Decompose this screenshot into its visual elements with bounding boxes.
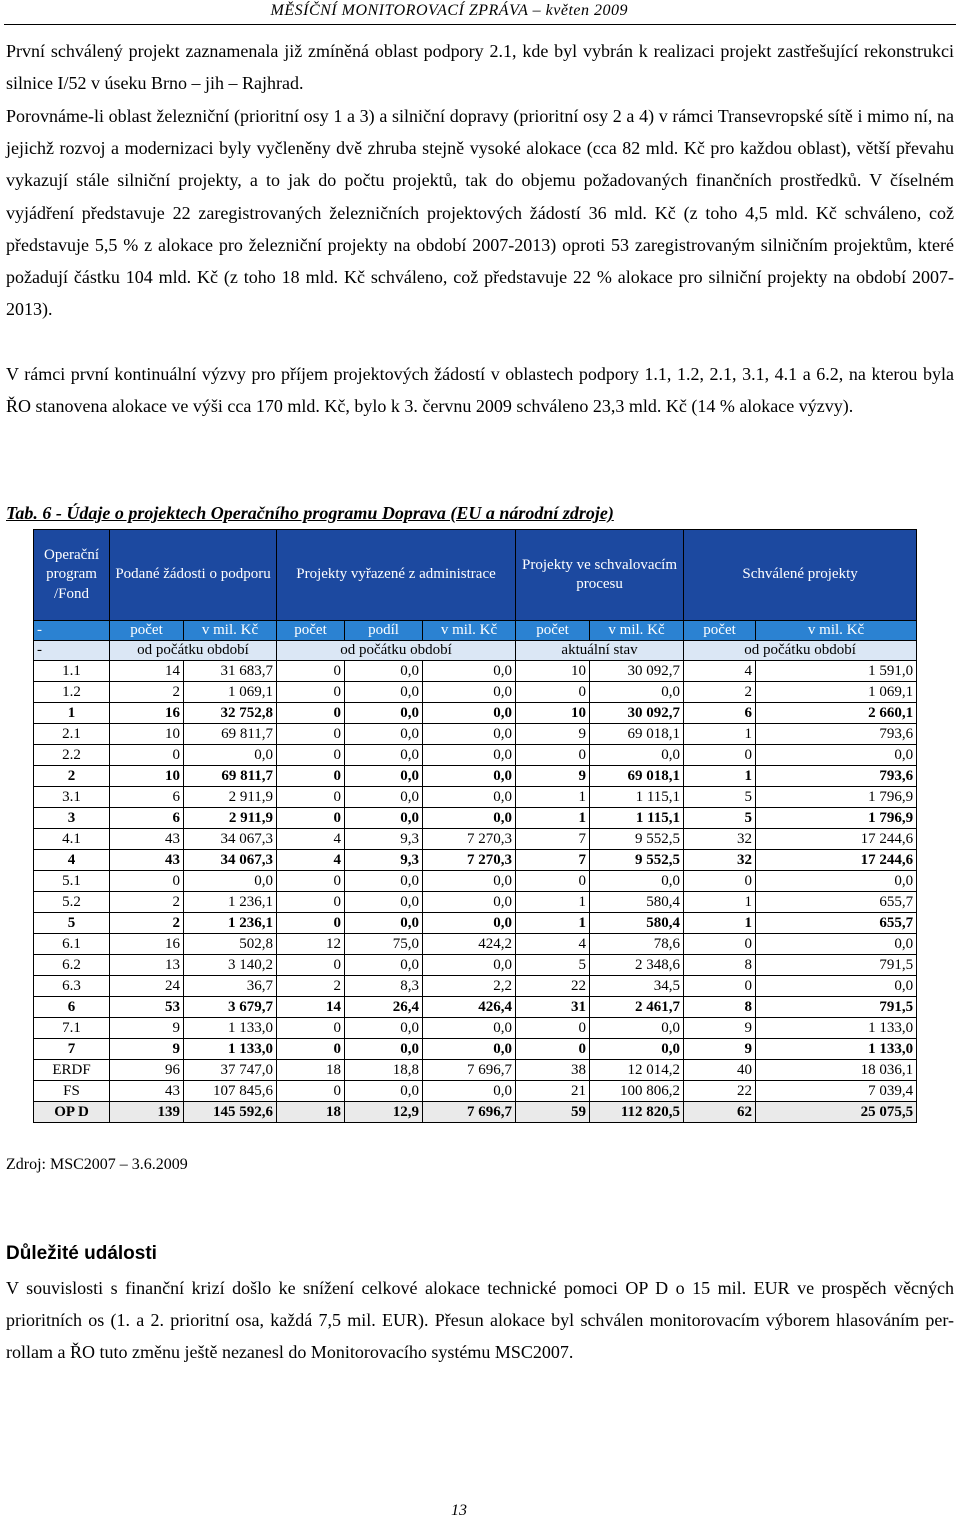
table-cell: 793,6 (756, 766, 917, 787)
table-cell: 0,0 (423, 766, 516, 787)
table-cell: 8,3 (345, 976, 423, 997)
table-cell: 0,0 (345, 1081, 423, 1102)
paragraph-rail-road-comparison: Porovnáme-li oblast železniční (prioritní osy 1 a 3) a silniční dopravy (prioritní osy 2 a 4) v rámci Transevropské sítě i mimo ní, na jejichž rozvoj a modernizaci byly vyčleněny dvě zhruba stejně vysoké alokace (cca 82 mld. Kč pro každou oblast), větší převahu vykazují stále silniční projekty, a to jak do počtu projektů, tak do objemu požadovaných finančních prostředků. V číselném vyjádření představuje 22 zaregistrovaných železničních projektových žádostí 36 mld. Kč (z toho 4,5 mld. Kč schváleno, což představuje 5,5 % z alokace pro železniční projekty na období 2007-2013) oproti 53 zaregistrovaným silničním projektům, které požadují částku 104 mld. Kč (z toho 18 mld. Kč schváleno, což představuje 22 % alokace pro silniční projekty na období 2007-2013). (6, 106, 954, 320)
table-cell: 7 (516, 850, 590, 871)
section-title: Důležité události (6, 1243, 157, 1264)
table-cell: 0 (516, 871, 590, 892)
table-cell: 0,0 (345, 808, 423, 829)
unit-cell: v mil. Kč (756, 621, 917, 641)
table-cell: 9 (110, 1039, 184, 1060)
table-cell: 43 (110, 1081, 184, 1102)
table-cell: 43 (110, 850, 184, 871)
row-label-cell: 5.2 (34, 892, 110, 913)
table-cell: 1 (684, 766, 756, 787)
table-cell: 791,5 (756, 997, 917, 1018)
table-cell: 7 039,4 (756, 1081, 917, 1102)
table-cell: 2 (277, 976, 345, 997)
header-excluded-projects: Projekty vyřazené z administrace (277, 530, 516, 621)
header-approving-projects: Projekty ve schvalovacím procesu (516, 530, 684, 621)
table-cell: 2 911,9 (184, 787, 277, 808)
table-cell: 0 (277, 892, 345, 913)
table-cell: 69 018,1 (590, 766, 684, 787)
table-cell: 1 591,0 (756, 661, 917, 682)
table-cell: 7 696,7 (423, 1102, 516, 1123)
table-cell: 0 (516, 745, 590, 766)
table-cell: 10 (110, 724, 184, 745)
table-cell: 9 (684, 1018, 756, 1039)
table-cell: 0,0 (423, 682, 516, 703)
table-cell: 0,0 (590, 1018, 684, 1039)
table-cell: 59 (516, 1102, 590, 1123)
table-row (34, 808, 917, 829)
table-source: Zdroj: MSC2007 – 3.6.2009 (6, 1156, 188, 1173)
table-cell: 4 (277, 829, 345, 850)
table-cell: 0,0 (423, 808, 516, 829)
row-label-cell: 2 (34, 766, 110, 787)
table-cell: 9 552,5 (590, 850, 684, 871)
period-cell: od počátku období (277, 641, 516, 661)
table-row (34, 976, 917, 997)
table-cell: 0,0 (590, 871, 684, 892)
table-cell: 0,0 (423, 787, 516, 808)
table-cell: 18 036,1 (756, 1060, 917, 1081)
table-cell: 791,5 (756, 955, 917, 976)
table-cell: 30 092,7 (590, 661, 684, 682)
table-cell: 1 069,1 (756, 682, 917, 703)
table-cell: 0 (277, 955, 345, 976)
table-cell: 1 069,1 (184, 682, 277, 703)
table-cell: 1 236,1 (184, 913, 277, 934)
table-cell: 17 244,6 (756, 850, 917, 871)
table-cell: 1 (516, 808, 590, 829)
table-cell: 502,8 (184, 934, 277, 955)
period-cell: od počátku období (110, 641, 277, 661)
row-label-cell: OP D (34, 1102, 110, 1123)
table-cell: 7 (516, 829, 590, 850)
table-cell: 9 (110, 1018, 184, 1039)
table-cell: 31 (516, 997, 590, 1018)
table-cell: 0 (516, 1039, 590, 1060)
table-cell: 21 (516, 1081, 590, 1102)
table-cell: 0,0 (345, 1039, 423, 1060)
table-row (34, 871, 917, 892)
table-cell: 0 (277, 808, 345, 829)
table-cell: 69 811,7 (184, 766, 277, 787)
units-subheader-row (34, 621, 917, 641)
row-label-cell: 3.1 (34, 787, 110, 808)
unit-cell: v mil. Kč (423, 621, 516, 641)
table-cell: 0,0 (423, 703, 516, 724)
table-cell: 1 (684, 892, 756, 913)
section-paragraph: V souvislosti s finanční krizí došlo ke snížení celkové alokace technické pomoci OP D o 15 mil. EUR ve prospěch věcných prioritních os (1. a 2. prioritní osa, každá 7,5 mil. EUR). Přesun alokace byl schválen monitorovacím výborem hlasováním per-rollam a ŘO tuto změnu ještě nezanesl do Monitorovacího systému MSC2007. (6, 1278, 954, 1363)
table-cell: 0 (277, 724, 345, 745)
unit-cell: počet (110, 621, 184, 641)
table-cell: 0,0 (423, 745, 516, 766)
table-cell: 32 (684, 850, 756, 871)
table-cell: 36,7 (184, 976, 277, 997)
table-cell: 0,0 (345, 682, 423, 703)
op-doprava-projects-table (33, 529, 917, 1123)
table-cell: 1 133,0 (184, 1018, 277, 1039)
table-cell: 1 (516, 892, 590, 913)
table-cell: 0,0 (756, 871, 917, 892)
table-row (34, 745, 917, 766)
table-row (34, 661, 917, 682)
table-cell: 0,0 (423, 1081, 516, 1102)
table-cell: 1 115,1 (590, 808, 684, 829)
table-cell: 2 660,1 (756, 703, 917, 724)
row-label-cell: 6.1 (34, 934, 110, 955)
table-cell: 0,0 (756, 745, 917, 766)
table-cell: 0,0 (345, 871, 423, 892)
table-cell: 0,0 (345, 955, 423, 976)
table-cell: 112 820,5 (590, 1102, 684, 1123)
table-cell: 1 115,1 (590, 787, 684, 808)
table-cell: 69 018,1 (590, 724, 684, 745)
table-cell: 1 (684, 913, 756, 934)
table-cell: 139 (110, 1102, 184, 1123)
table-row (34, 766, 917, 787)
table-cell: 0,0 (756, 934, 917, 955)
table-cell: 17 244,6 (756, 829, 917, 850)
table-row (34, 703, 917, 724)
table-cell: 8 (684, 997, 756, 1018)
table-cell: 2 (684, 682, 756, 703)
row-label-cell: 6.2 (34, 955, 110, 976)
table-cell: 107 845,6 (184, 1081, 277, 1102)
table-cell: 12,9 (345, 1102, 423, 1123)
row-label-cell: FS (34, 1081, 110, 1102)
table-cell: 8 (684, 955, 756, 976)
table-cell: 0,0 (423, 892, 516, 913)
table-cell: 0,0 (423, 871, 516, 892)
table-cell: 25 075,5 (756, 1102, 917, 1123)
table-cell: 0,0 (423, 955, 516, 976)
row-label-cell: 2.2 (34, 745, 110, 766)
table-row (34, 955, 917, 976)
table-cell: 9 (516, 724, 590, 745)
table-cell: 0 (277, 787, 345, 808)
row-label-cell: 5.1 (34, 871, 110, 892)
table-cell: 26,4 (345, 997, 423, 1018)
table-cell: 424,2 (423, 934, 516, 955)
table-cell: 1 133,0 (184, 1039, 277, 1060)
table-cell: 34 067,3 (184, 829, 277, 850)
table-cell: 0,0 (345, 724, 423, 745)
table-cell: 12 014,2 (590, 1060, 684, 1081)
table-cell: 43 (110, 829, 184, 850)
table-cell: 9 552,5 (590, 829, 684, 850)
table-row (34, 850, 917, 871)
period-cell: - (34, 641, 110, 661)
table-cell: 18 (277, 1060, 345, 1081)
table-cell: 0 (277, 1018, 345, 1039)
table-row (34, 934, 917, 955)
table-cell: 0,0 (423, 724, 516, 745)
table-cell: 655,7 (756, 892, 917, 913)
table-row (34, 997, 917, 1018)
table-cell: 0 (277, 745, 345, 766)
table-cell: 10 (516, 661, 590, 682)
table-cell: 2 911,9 (184, 808, 277, 829)
table-cell: 0,0 (590, 1039, 684, 1060)
table-cell: 30 092,7 (590, 703, 684, 724)
table-cell: 34 067,3 (184, 850, 277, 871)
table-cell: 0,0 (184, 745, 277, 766)
unit-cell: počet (684, 621, 756, 641)
table-row (34, 1081, 917, 1102)
table-cell: 0,0 (756, 976, 917, 997)
table-cell: 22 (516, 976, 590, 997)
table-cell: 9 (684, 1039, 756, 1060)
table-cell: 0,0 (184, 871, 277, 892)
table-cell: 0,0 (345, 913, 423, 934)
unit-cell: počet (516, 621, 590, 641)
period-cell: aktuální stav (516, 641, 684, 661)
unit-cell: - (34, 621, 110, 641)
table-cell: 2 (110, 682, 184, 703)
table-cell: 0 (684, 934, 756, 955)
table-cell: 0 (277, 913, 345, 934)
table-cell: 18,8 (345, 1060, 423, 1081)
table-cell: 96 (110, 1060, 184, 1081)
table-cell: 16 (110, 703, 184, 724)
table-cell: 75,0 (345, 934, 423, 955)
table-cell: 2,2 (423, 976, 516, 997)
table-cell: 9,3 (345, 850, 423, 871)
row-label-cell: 2.1 (34, 724, 110, 745)
table-cell: 100 806,2 (590, 1081, 684, 1102)
table-cell: 0 (110, 871, 184, 892)
table-cell: 0 (277, 703, 345, 724)
table-cell: 1 (684, 724, 756, 745)
table-cell: 24 (110, 976, 184, 997)
table-cell: 1 796,9 (756, 808, 917, 829)
table-cell: 0 (110, 745, 184, 766)
table-cell: 0,0 (345, 1018, 423, 1039)
table-cell: 3 140,2 (184, 955, 277, 976)
table-cell: 53 (110, 997, 184, 1018)
table-cell: 0 (277, 1039, 345, 1060)
table-row (34, 787, 917, 808)
table-cell: 0,0 (345, 703, 423, 724)
paragraph-first-project: První schválený projekt zaznamenala již zmíněná oblast podpory 2.1, kde byl vybrán k realizaci projekt zastřešující rekonstrukci silnice I/52 v úseku Brno – jih – Rajhrad. (6, 41, 954, 94)
table-cell: 426,4 (423, 997, 516, 1018)
table-cell: 0 (516, 1018, 590, 1039)
table-cell: 0 (277, 682, 345, 703)
unit-cell: v mil. Kč (590, 621, 684, 641)
table-cell: 78,6 (590, 934, 684, 955)
row-label-cell: 7 (34, 1039, 110, 1060)
table-cell: 0,0 (345, 892, 423, 913)
table-cell: 7 270,3 (423, 850, 516, 871)
table-cell: 5 (684, 808, 756, 829)
table-cell: 6 (110, 808, 184, 829)
row-label-cell: 4.1 (34, 829, 110, 850)
table-cell: 31 683,7 (184, 661, 277, 682)
row-label-cell: 1 (34, 703, 110, 724)
table-cell: 1 133,0 (756, 1039, 917, 1060)
table-cell: 13 (110, 955, 184, 976)
period-subheader-row (34, 641, 917, 661)
table-cell: 793,6 (756, 724, 917, 745)
table-cell: 0,0 (423, 661, 516, 682)
row-label-cell: 4 (34, 850, 110, 871)
table-cell: 12 (277, 934, 345, 955)
row-label-cell: 5 (34, 913, 110, 934)
table-cell: 0 (277, 766, 345, 787)
row-label-cell: 1.1 (34, 661, 110, 682)
table-cell: 0,0 (590, 745, 684, 766)
table-cell: 40 (684, 1060, 756, 1081)
table-cell: 1 796,9 (756, 787, 917, 808)
table-cell: 18 (277, 1102, 345, 1123)
unit-cell: podíl (345, 621, 423, 641)
table-row (34, 829, 917, 850)
table-cell: 1 133,0 (756, 1018, 917, 1039)
table-row (34, 913, 917, 934)
row-label-cell: ERDF (34, 1060, 110, 1081)
table-cell: 580,4 (590, 892, 684, 913)
table-cell: 6 (110, 787, 184, 808)
table-row (34, 682, 917, 703)
table-cell: 145 592,6 (184, 1102, 277, 1123)
table-cell: 69 811,7 (184, 724, 277, 745)
row-label-cell: 7.1 (34, 1018, 110, 1039)
table-cell: 10 (516, 703, 590, 724)
table-cell: 6 (684, 703, 756, 724)
table-cell: 7 696,7 (423, 1060, 516, 1081)
table-cell: 2 (110, 892, 184, 913)
table-row (34, 1039, 917, 1060)
table-cell: 0,0 (423, 1039, 516, 1060)
table-row (34, 1102, 917, 1123)
header-approved-projects: Schválené projekty (684, 530, 917, 621)
table-cell: 37 747,0 (184, 1060, 277, 1081)
table-cell: 0 (277, 1081, 345, 1102)
table-cell: 7 270,3 (423, 829, 516, 850)
table-cell: 34,5 (590, 976, 684, 997)
table-caption: Tab. 6 - Údaje o projektech Operačního programu Doprava (EU a národní zdroje) (6, 503, 614, 523)
row-label-cell: 6.3 (34, 976, 110, 997)
table-cell: 14 (277, 997, 345, 1018)
table-cell: 0 (684, 976, 756, 997)
table-cell: 1 236,1 (184, 892, 277, 913)
table-cell: 0,0 (590, 682, 684, 703)
table-cell: 5 (684, 787, 756, 808)
period-cell: od počátku období (684, 641, 917, 661)
table-cell: 2 (110, 913, 184, 934)
table-row (34, 892, 917, 913)
page-number: 13 (451, 1502, 467, 1519)
table-cell: 5 (516, 955, 590, 976)
table-cell: 16 (110, 934, 184, 955)
table-row (34, 1018, 917, 1039)
table-cell: 9 (516, 766, 590, 787)
table-cell: 4 (277, 850, 345, 871)
table-cell: 0,0 (423, 1018, 516, 1039)
row-label-cell: 6 (34, 997, 110, 1018)
table-cell: 9,3 (345, 829, 423, 850)
row-label-cell: 1.2 (34, 682, 110, 703)
table-cell: 0,0 (345, 766, 423, 787)
table-cell: 1 (516, 913, 590, 934)
table-cell: 0,0 (345, 661, 423, 682)
header-divider (4, 24, 956, 25)
table-cell: 580,4 (590, 913, 684, 934)
table-body (34, 661, 917, 1123)
table-cell: 0,0 (345, 787, 423, 808)
table-cell: 1 (516, 787, 590, 808)
table-cell: 0 (516, 682, 590, 703)
table-cell: 14 (110, 661, 184, 682)
table-cell: 3 679,7 (184, 997, 277, 1018)
table-cell: 10 (110, 766, 184, 787)
table-cell: 2 348,6 (590, 955, 684, 976)
table-cell: 32 (684, 829, 756, 850)
table-cell: 0 (277, 661, 345, 682)
row-label-cell: 3 (34, 808, 110, 829)
table-cell: 32 752,8 (184, 703, 277, 724)
table-row (34, 1060, 917, 1081)
table-cell: 22 (684, 1081, 756, 1102)
unit-cell: v mil. Kč (184, 621, 277, 641)
table-cell: 655,7 (756, 913, 917, 934)
table-cell: 4 (516, 934, 590, 955)
unit-cell: počet (277, 621, 345, 641)
table-cell: 0,0 (345, 745, 423, 766)
table-cell: 0,0 (423, 913, 516, 934)
table-cell: 38 (516, 1060, 590, 1081)
report-header-title: MĚSÍČNÍ MONITOROVACÍ ZPRÁVA – květen 2009 (270, 2, 628, 19)
table-cell: 4 (684, 661, 756, 682)
table-cell: 62 (684, 1102, 756, 1123)
table-cell: 0 (277, 871, 345, 892)
header-program-fund: Operační program /Fond (34, 530, 110, 621)
table-cell: 0 (684, 745, 756, 766)
table-cell: 2 461,7 (590, 997, 684, 1018)
table-row (34, 724, 917, 745)
header-submitted-applications: Podané žádosti o podporu (110, 530, 277, 621)
table-cell: 0 (684, 871, 756, 892)
paragraph-first-call: V rámci první kontinuální výzvy pro příjem projektových žádostí v oblastech podpory 1.1, 1.2, 2.1, 3.1, 4.1 a 6.2, na kterou byla ŘO stanovena alokace ve výši cca 170 mld. Kč, bylo k 3. červnu 2009 schváleno 23,3 mld. Kč (14 % alokace výzvy). (6, 364, 954, 417)
